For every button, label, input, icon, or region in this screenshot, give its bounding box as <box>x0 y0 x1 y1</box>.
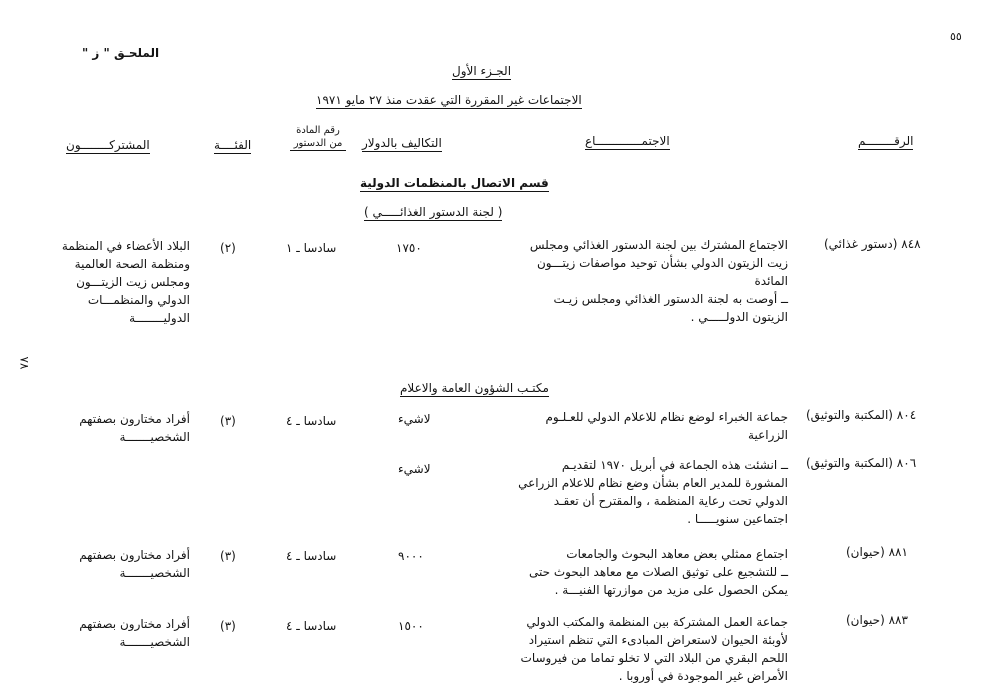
header-rule: رقم المادة من الدستور <box>290 124 346 151</box>
side-page-number: ٧٨ <box>17 356 32 370</box>
meeting-line: ــ للتشجيع على توثيق الصلات مع معاهد البحوث حتى <box>529 565 788 579</box>
meeting-description <box>486 408 788 444</box>
rule-value: سادسا ـ ٤ <box>286 549 337 563</box>
row-number: ٨٤٨ (دستور غذائي) <box>824 237 921 251</box>
meeting-line: الدولي تحت رعاية المنظمة ، والمقترح أن تعقـد <box>553 494 788 508</box>
participants-line: الشخصيـــــــة <box>119 430 190 444</box>
meeting-line: الزراعية <box>748 428 788 442</box>
section-title-liaison: قسم الاتصال بالمنظمات الدولية <box>360 176 549 190</box>
participants-line: أفراد مختارون بصفتهم <box>79 412 190 426</box>
participants-line: الشخصيـــــــة <box>119 566 190 580</box>
participants-line: الدوليــــــــة <box>129 311 190 325</box>
row-number: ٨٨٣ (حيوان) <box>846 613 908 627</box>
participants-line: ومنظمة الصحة العالمية <box>74 257 190 271</box>
participants <box>50 410 190 446</box>
category-value: (٢) <box>220 241 236 255</box>
meeting-description <box>486 236 788 326</box>
meeting-line: الأمراض غير الموجودة في أوروبا . <box>618 669 788 683</box>
rule-value: سادسا ـ ٤ <box>286 414 337 428</box>
header-meeting: الاجتمـــــــــــــاع <box>585 134 670 148</box>
meeting-description <box>486 545 788 599</box>
category-value: (٣) <box>220 549 236 563</box>
row-number: ٨٨١ (حيوان) <box>846 545 908 559</box>
meeting-line: جماعة العمل المشتركة بين المنظمة والمكتب الدولي <box>526 615 788 629</box>
participants <box>50 237 190 327</box>
section-title-public-affairs: مكتـب الشؤون العامة والاعلام <box>400 381 549 395</box>
cost-value: لاشيء <box>398 462 431 476</box>
section-subtitle-codex: ( لجنة الدستور الغذائـــــي ) <box>364 205 503 219</box>
corner-page-number: ٥٥ <box>950 30 962 43</box>
cost-value: ١٧٥٠ <box>396 241 422 255</box>
meeting-line: ــ أوصت به لجنة الدستور الغذائي ومجلس زيـت <box>553 292 788 306</box>
row-number: ٨٠٤ (المكتبة والتوثيق) <box>806 408 917 422</box>
meeting-line: ــ انشئت هذه الجماعة في أبريل ١٩٧٠ لتقديـم <box>561 458 788 472</box>
meeting-line: اجتماع ممثلي بعض معاهد البحوث والجامعات <box>566 547 788 561</box>
meeting-line: يمكن الحصول على مزيد من موازرتها الفنيـــة . <box>554 583 788 597</box>
header-category: الفئــــة <box>214 138 252 152</box>
participants-line: الدولي والمنظمـــات <box>87 293 190 307</box>
meeting-description <box>486 456 788 528</box>
participants <box>50 615 190 651</box>
meeting-line: اللحم البقري من البلاد التي لا تخلو تماما من فيروسات <box>520 651 788 665</box>
participants-line: البلاد الأعضاء في المنظمة <box>61 239 190 253</box>
category-value: (٣) <box>220 414 236 428</box>
part-title: الجـزء الأول <box>452 64 512 78</box>
meeting-line: جماعة الخبراء لوضع نظام للاعلام الدولي للعـلـوم <box>545 410 788 424</box>
meeting-line: المشورة للمدير العام بشأن وضع نظام للاعلام الزراعي <box>518 476 788 490</box>
main-title: الاجتماعات غير المقررة التي عقدت منذ ٢٧ مايو ١٩٧١ <box>316 93 582 107</box>
participants-line: ومجلس زيت الزيتـــون <box>76 275 190 289</box>
meeting-line: زيت الزيتون الدولي بشأن توحيد مواصفات زيتـــون <box>536 256 788 270</box>
cost-value: ٩٠٠٠ <box>398 549 424 563</box>
meeting-line: اجتماعين سنويـــــا . <box>687 512 788 526</box>
meeting-line: الاجتماع المشترك بين لجنة الدستور الغذائي ومجلس <box>529 238 788 252</box>
header-participants: المشتركــــــــون <box>66 138 150 152</box>
row-number: ٨٠٦ (المكتبة والتوثيق) <box>806 456 917 470</box>
meeting-line: لأوبئة الحيوان لاستعراض المبادىء التي تنظم استيراد <box>528 633 788 647</box>
meeting-line: الزيتون الدولـــــي . <box>690 310 788 324</box>
meeting-description <box>486 613 788 685</box>
participants <box>50 546 190 582</box>
cost-value: لاشيء <box>398 412 431 426</box>
participants-line: الشخصيـــــــة <box>119 635 190 649</box>
participants-line: أفراد مختارون بصفتهم <box>79 617 190 631</box>
rule-value: سادسا ـ ١ <box>286 241 337 255</box>
annex-label: الملحـق " ز " <box>82 46 160 60</box>
category-value: (٣) <box>220 619 236 633</box>
meeting-line: المائدة <box>754 274 788 288</box>
participants-line: أفراد مختارون بصفتهم <box>79 548 190 562</box>
header-number: الرقــــــــم <box>858 134 914 148</box>
header-costs: التكاليف بالدولار <box>362 136 442 150</box>
cost-value: ١٥٠٠ <box>398 619 424 633</box>
rule-value: سادسا ـ ٤ <box>286 619 337 633</box>
